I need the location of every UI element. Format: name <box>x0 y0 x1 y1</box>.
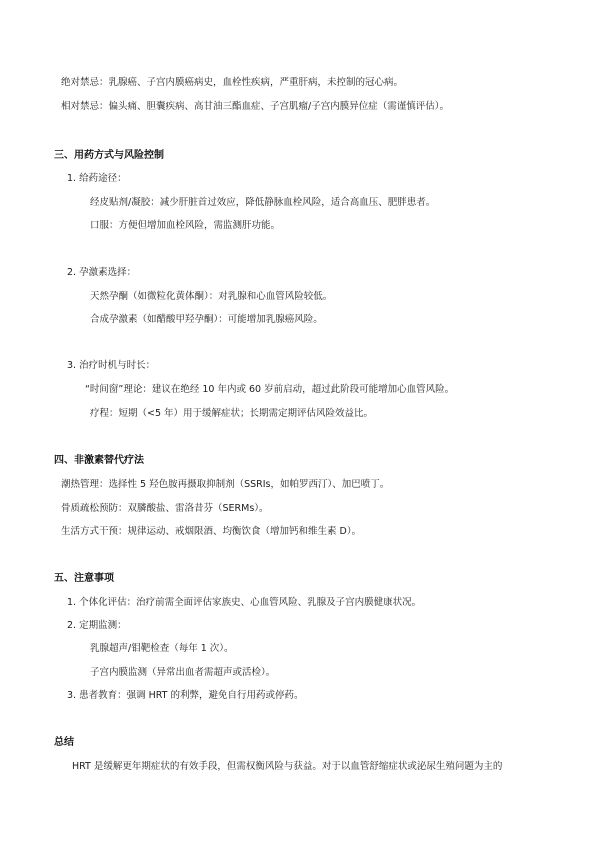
section-heading-precautions: 五、注意事项 <box>54 573 114 584</box>
list-item-title: 3. 治疗时机与时长： <box>67 360 156 371</box>
list-item-title: 1. 给药途径： <box>67 173 127 184</box>
list-item-detail: 天然孕酮（如微粒化黄体酮）：对乳腺和心血管风险较低。 <box>90 291 333 302</box>
summary-heading: 总结 <box>54 737 74 748</box>
list-item-detail: 疗程：短期（<5 年）用于缓解症状；长期需定期评估风险效益比。 <box>90 408 374 419</box>
relative-contraindication: 相对禁忌：偏头痛、胆囊疾病、高甘油三酯血症、子宫肌瘤/子宫内膜异位症（需谨慎评估）。 <box>61 101 449 112</box>
list-item-detail: 合成孕激素（如醋酸甲羟孕酮）：可能增加乳腺癌风险。 <box>90 314 323 325</box>
list-item-title: 1. 个体化评估：治疗前需全面评估家族史、心血管风险、乳腺及子宫内膜健康状况。 <box>67 597 422 608</box>
section-heading-nonhormonal: 四、非激素替代疗法 <box>54 455 144 466</box>
summary-text: HRT 是缓解更年期症状的有效手段，但需权衡风险与获益。对于以血管舒缩症状或泌尿生殖问题为主的 <box>72 761 503 772</box>
list-item-detail: 经皮贴剂/凝胶：减少肝脏首过效应，降低静脉血栓风险，适合高血压、肥胖患者。 <box>90 197 436 208</box>
list-item-title: 2. 定期监测： <box>67 620 127 631</box>
list-item: 潮热管理：选择性 5 羟色胺再摄取抑制剂（SSRIs，如帕罗西汀）、加巴喷丁。 <box>61 479 390 490</box>
list-item-detail: 口服：方便但增加血栓风险，需监测肝功能。 <box>90 220 281 231</box>
list-item: 骨质疏松预防：双膦酸盐、雷洛昔芬（SERMs）。 <box>61 503 269 514</box>
list-item-title: 2. 孕激素选择： <box>67 267 137 278</box>
list-item-title: 3. 患者教育：强调 HRT 的利弊，避免自行用药或停药。 <box>67 690 304 701</box>
list-item: 生活方式干预：规律运动、戒烟限酒、均衡饮食（增加钙和维生素 D）。 <box>61 526 362 537</box>
list-item-detail: 乳腺超声/钼靶检查（每年 1 次）。 <box>90 643 234 654</box>
section-heading-medication: 三、用药方式与风险控制 <box>54 150 164 161</box>
list-item-detail: 子宫内膜监测（异常出血者需超声或活检）。 <box>90 667 276 678</box>
absolute-contraindication: 绝对禁忌：乳腺癌、子宫内膜癌病史，血栓性疾病，严重肝病，未控制的冠心病。 <box>61 77 404 88</box>
list-item-detail: “时间窗”理论：建议在绝经 10 年内或 60 岁前启动，超过此阶段可能增加心血管风险。 <box>85 384 455 395</box>
